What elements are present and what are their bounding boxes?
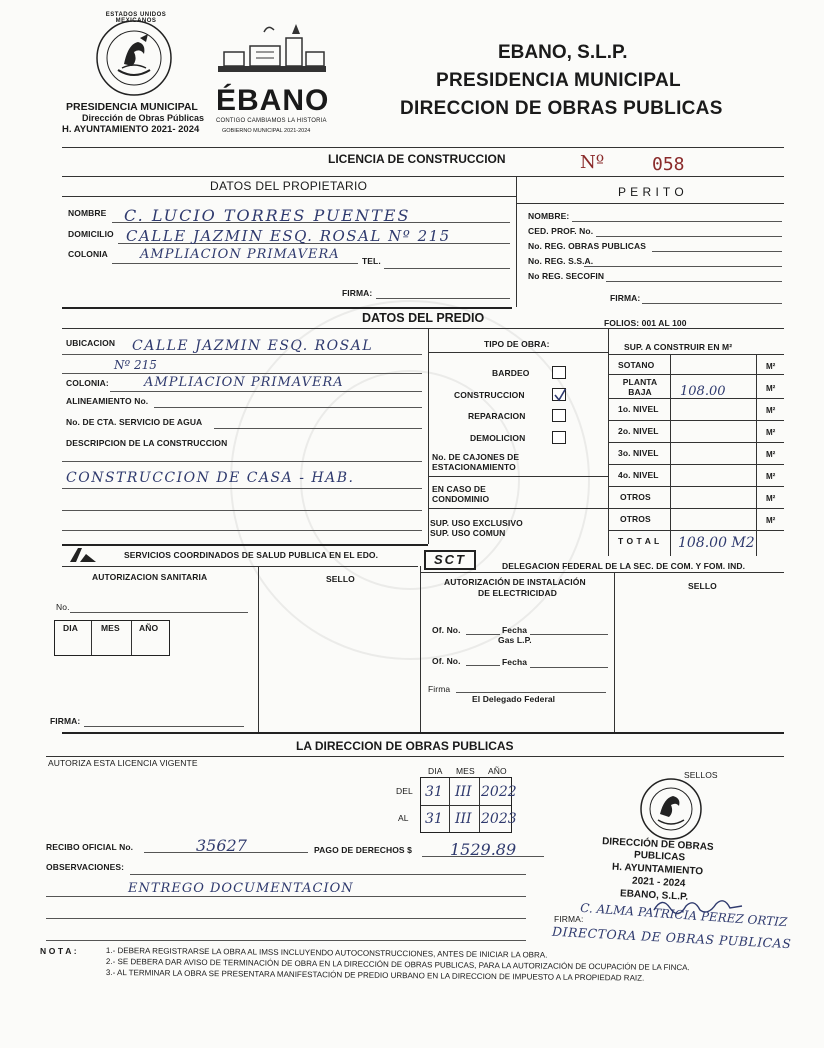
- tipo-demolicion-checkbox[interactable]: [552, 431, 566, 444]
- tipo-demolicion-label: DEMOLICION: [470, 433, 526, 443]
- divider: [608, 420, 784, 421]
- divider: [131, 621, 132, 655]
- owner-colonia-line: [112, 263, 358, 264]
- delegacion-gas-label: Gas L.P.: [498, 635, 532, 645]
- divider: [420, 572, 784, 573]
- vigencia-al-label: AL: [398, 813, 409, 823]
- sup-comun-label: SUP. USO COMUN: [430, 528, 506, 538]
- vigencia-del-label: DEL: [396, 786, 413, 796]
- predio-alineamiento-line: [154, 407, 422, 408]
- direccion-autoriza-label: AUTORIZA ESTA LICENCIA VIGENTE: [48, 758, 198, 768]
- owner-signature-label: FIRMA:: [342, 288, 373, 298]
- direccion-signature-label: FIRMA:: [554, 914, 584, 924]
- predio-agua-label: No. DE CTA. SERVICIO DE AGUA: [66, 417, 203, 427]
- derechos-value: 1529.89: [450, 840, 517, 859]
- divider: [608, 442, 784, 443]
- delegacion-of-no-line: [466, 634, 500, 635]
- predio-colonia-line: [110, 391, 422, 392]
- salud-signature-label: FIRMA:: [50, 716, 81, 726]
- owner-colonia-label: COLONIA: [68, 249, 108, 259]
- perito-reg-ssa-label: No. REG. S.S.A.: [528, 256, 594, 266]
- header-direccion: DIRECCION DE OBRAS PUBLICAS: [400, 98, 723, 119]
- owner-address-value: CALLE JAZMIN ESQ. ROSAL Nº 215: [126, 227, 451, 245]
- sup-exclusivo-label: SUP. USO EXCLUSIVO: [430, 518, 523, 528]
- logo-gov: GOBIERNO MUNICIPAL 2021-2024: [222, 128, 311, 134]
- predio-descripcion-line3: [62, 510, 422, 511]
- header-left-title: PRESIDENCIA MUNICIPAL: [66, 101, 198, 113]
- observaciones-line: [130, 874, 526, 875]
- sup-row-unit: M²: [766, 450, 776, 459]
- delegacion-sello-label: SELLO: [688, 581, 717, 591]
- predio-descripcion-label: DESCRIPCION DE LA CONSTRUCCION: [66, 438, 228, 448]
- predio-ubicacion-value: CALLE JAZMIN ESQ. ROSAL: [132, 338, 374, 354]
- divider: [608, 398, 784, 399]
- predio-ubicacion-label: UBICACION: [66, 338, 116, 348]
- nota-item: 3.- AL TERMINAR LA OBRA SE PRESENTARA MANIFESTACIÓN DE PREDIO URBANO EN LA DIRECCION DE IMPUESTO A LA PROPIEDAD RAIZ.: [105, 968, 645, 983]
- observaciones-value: ENTREGO DOCUMENTACION: [128, 881, 354, 896]
- perito-section-title: P E R I T O: [618, 185, 685, 199]
- perito-reg-obras-label: No. REG. OBRAS PUBLICAS: [528, 241, 647, 251]
- tipo-bardeo-label: BARDEO: [492, 368, 530, 378]
- tipo-reparacion-checkbox[interactable]: [552, 409, 566, 422]
- sct-logo-text: SCT: [434, 552, 466, 567]
- delegacion-of-no-label: Of. No.: [432, 625, 461, 635]
- sup-title: SUP. A CONSTRUIR EN M²: [624, 342, 733, 352]
- vigencia-mes-label: MES: [456, 766, 475, 776]
- divider: [608, 486, 784, 487]
- salud-autorizacion-label: AUTORIZACION SANITARIA: [92, 572, 208, 582]
- owner-colonia-value: AMPLIACION PRIMAVERA: [140, 247, 340, 262]
- divider: [428, 328, 429, 544]
- sup-row-label: 1o. NIVEL: [618, 404, 659, 414]
- direccion-title: LA DIRECCION DE OBRAS PUBLICAS: [296, 739, 514, 753]
- predio-ubicacion-value2: Nº 215: [114, 358, 157, 372]
- observaciones-label: OBSERVACIONES:: [46, 862, 125, 872]
- perito-signature-label: FIRMA:: [610, 293, 641, 303]
- owner-signature-line: [376, 298, 510, 299]
- divider: [756, 354, 757, 556]
- delegacion-autorizacion-label2: DE ELECTRICIDAD: [478, 588, 557, 598]
- divider: [258, 566, 259, 732]
- delegacion-firma-label: Firma: [428, 684, 451, 694]
- tipo-construccion-label: CONSTRUCCION: [454, 390, 525, 400]
- delegacion-fecha2-label: Fecha: [502, 657, 528, 667]
- vigencia-al-mes: III: [455, 811, 472, 827]
- owner-tel-line: [384, 268, 510, 269]
- sup-row-unit: M²: [766, 384, 776, 393]
- cajones-label2: ESTACIONAMIENTO: [432, 462, 516, 472]
- divider: [62, 544, 428, 546]
- divider: [62, 147, 784, 148]
- vigencia-del-anio: 2022: [481, 784, 517, 800]
- salud-title: SERVICIOS COORDINADOS DE SALUD PUBLICA EN EL EDO.: [124, 550, 379, 560]
- delegacion-autorizacion-label: AUTORIZACIÓN DE INSTALACIÓN: [444, 577, 586, 587]
- salud-mes-label: MES: [101, 623, 120, 633]
- vigencia-al-anio: 2023: [481, 811, 517, 827]
- vigencia-del-dia: 31: [425, 784, 443, 800]
- divider: [608, 374, 784, 375]
- divider: [608, 508, 784, 509]
- owner-section-title: DATOS DEL PROPIETARIO: [210, 179, 368, 193]
- delegacion-title: DELEGACION FEDERAL DE LA SEC. DE COM. Y FOM. IND.: [502, 561, 746, 571]
- tipo-reparacion-label: REPARACION: [468, 411, 526, 421]
- salud-dia-label: DIA: [63, 623, 78, 633]
- vigencia-al-dia: 31: [425, 811, 443, 827]
- recibo-label: RECIBO OFICIAL No.: [46, 842, 134, 852]
- sup-row-unit: M²: [766, 472, 776, 481]
- perito-signature-line: [642, 303, 782, 304]
- sup-row-label: PLANTA BAJA: [622, 377, 658, 397]
- salud-date-grid: [54, 620, 170, 656]
- seal-ring-text: ESTADOS UNIDOS MEXICANOS: [105, 12, 167, 24]
- stamp-line5: EBANO, S.L.P.: [619, 888, 689, 903]
- divider: [62, 196, 516, 197]
- perito-reg-secofin-line: [606, 281, 782, 282]
- license-number-label: Nº: [580, 152, 605, 173]
- salud-anio-label: AÑO: [139, 623, 159, 633]
- delegacion-fecha-label: Fecha: [502, 625, 528, 635]
- header-left-year: H. AYUNTAMIENTO 2021- 2024: [62, 124, 200, 135]
- divider: [516, 177, 517, 307]
- delegacion-of-no2-label: Of. No.: [432, 656, 461, 666]
- predio-alineamiento-label: ALINEAMIENTO No.: [66, 396, 149, 406]
- sup-row-unit: M²: [766, 516, 776, 525]
- divider: [428, 352, 608, 353]
- license-number: 058: [652, 154, 685, 175]
- sup-row-label: 2o. NIVEL: [618, 426, 659, 436]
- salud-logo-icon: [68, 546, 98, 564]
- tipo-bardeo-checkbox[interactable]: [552, 366, 566, 379]
- predio-colonia-label: COLONIA:: [66, 378, 109, 388]
- perito-reg-secofin-label: No REG. SECOFIN: [528, 271, 605, 281]
- logo-slogan: CONTIGO CAMBIAMOS LA HISTORIA: [216, 118, 327, 124]
- sup-planta-baja-value: 108.00: [680, 384, 726, 399]
- divider: [46, 756, 784, 757]
- nota-item: 1.- DEBERA REGISTRARSE LA OBRA AL IMSS INCLUYENDO AUTOCONSTRUCCIONES, ANTES DE INICIAR LA OBRA.: [105, 946, 548, 960]
- divider: [91, 621, 92, 655]
- delegacion-fecha-line: [530, 634, 608, 635]
- perito-reg-obras-line: [652, 251, 782, 252]
- sct-logo-icon: [424, 550, 476, 570]
- sup-total-label: T O T A L: [618, 536, 660, 546]
- header-presidencia: PRESIDENCIA MUNICIPAL: [436, 70, 681, 91]
- mexico-seal-icon: [94, 18, 174, 98]
- divider: [516, 203, 784, 204]
- sup-row-label: SOTANO: [618, 360, 655, 370]
- divider: [62, 176, 784, 177]
- stamp-line3: H. AYUNTAMIENTO: [611, 861, 704, 878]
- sup-row-unit: M²: [766, 362, 776, 371]
- sup-row-label: 4o. NIVEL: [618, 470, 659, 480]
- derechos-label: PAGO DE DERECHOS $: [314, 845, 412, 855]
- owner-address-label: DOMICILIO: [68, 229, 114, 239]
- divider: [670, 354, 671, 556]
- predio-section-title: DATOS DEL PREDIO: [362, 311, 485, 325]
- divider: [428, 508, 608, 509]
- divider: [62, 328, 784, 329]
- divider: [608, 464, 784, 465]
- sup-row-unit: M²: [766, 494, 776, 503]
- observaciones-line4: [46, 940, 526, 941]
- salud-no-line: [70, 612, 248, 613]
- observaciones-line2: [46, 896, 526, 897]
- salud-no-label: No.: [56, 602, 70, 612]
- stamp-line1: DIRECCIÓN DE OBRAS: [601, 836, 714, 853]
- notas-label: N O T A :: [40, 946, 77, 956]
- direccion-signature-title: DIRECTORA DE OBRAS PUBLICAS: [551, 923, 792, 952]
- tipo-construccion-checkbox[interactable]: [552, 388, 566, 401]
- condominio-label2: CONDOMINIO: [432, 494, 490, 504]
- divider: [608, 530, 784, 531]
- divider: [62, 732, 784, 734]
- divider: [62, 307, 512, 309]
- predio-descripcion-line4: [62, 530, 422, 531]
- divider: [62, 566, 418, 567]
- vigencia-del-mes: III: [455, 784, 472, 800]
- condominio-label: EN CASO DE: [432, 484, 486, 494]
- predio-ubicacion-line2: [62, 373, 422, 374]
- perito-ced-line: [596, 236, 782, 237]
- direccion-sellos-label: SELLOS: [684, 770, 718, 780]
- delegacion-of-no2-line: [466, 665, 500, 666]
- divider: [614, 572, 615, 732]
- owner-tel-label: TEL.: [362, 256, 381, 266]
- perito-name-line: [572, 221, 782, 222]
- salud-sello-label: SELLO: [326, 574, 355, 584]
- predio-descripcion-line2: [62, 488, 422, 489]
- sup-row-label: 3o. NIVEL: [618, 448, 659, 458]
- observaciones-line3: [46, 918, 526, 919]
- owner-name-label: NOMBRE: [68, 208, 107, 218]
- vigencia-dia-label: DIA: [428, 766, 443, 776]
- divider: [608, 354, 784, 355]
- ebano-municipal-logo-icon: [216, 22, 328, 90]
- delegacion-fecha2-line: [530, 667, 608, 668]
- predio-descripcion-line: [62, 461, 422, 462]
- header-city: EBANO, S.L.P.: [498, 42, 628, 63]
- recibo-value: 35627: [196, 836, 247, 855]
- owner-name-value: C. LUCIO TORRES PUENTES: [124, 206, 411, 225]
- predio-agua-line: [214, 428, 422, 429]
- stamp-line2: PUBLICAS: [633, 849, 686, 864]
- check-icon: [553, 389, 567, 402]
- stamp-line4: 2021 - 2024: [631, 875, 686, 890]
- divider: [428, 476, 608, 477]
- sup-row-label: OTROS: [620, 514, 651, 524]
- sup-row-unit: M²: [766, 428, 776, 437]
- vigencia-anio-label: AÑO: [488, 766, 507, 776]
- handwritten-signature-icon: [650, 894, 746, 918]
- perito-ced-label: CED. PROF. No.: [528, 226, 594, 236]
- logo-name: ÉBANO: [216, 84, 330, 117]
- cajones-label: No. DE CAJONES DE: [432, 452, 520, 462]
- perito-reg-ssa-line: [584, 266, 782, 267]
- license-title: LICENCIA DE CONSTRUCCION: [328, 152, 506, 166]
- header-left-sub: Dirección de Obras Públicas: [82, 113, 205, 123]
- vigencia-grid: [420, 777, 517, 833]
- tipo-obra-label: TIPO DE OBRA:: [484, 339, 550, 349]
- nota-item: 2.- SE DEBERA DAR AVISO DE TERMINACIÓN DE OBRA EN LA DIRECCIÓN DE OBRAS PUBLICAS, PARA LA AUTORIZACIÓN DE OCUPACIÓN DE LA FINCA.: [105, 957, 690, 973]
- delegacion-firma-line: [456, 692, 606, 693]
- perito-name-label: NOMBRE:: [528, 211, 570, 221]
- sup-row-unit: M²: [766, 406, 776, 415]
- divider: [420, 566, 421, 732]
- predio-colonia-value: AMPLIACION PRIMAVERA: [144, 375, 344, 390]
- predio-ubicacion-line: [62, 354, 422, 355]
- delegacion-delegado-label: El Delegado Federal: [472, 694, 556, 704]
- predio-folios: FOLIOS: 001 AL 100: [604, 318, 687, 328]
- sup-row-label: OTROS: [620, 492, 651, 502]
- sup-total-value: 108.00 M2: [678, 535, 755, 551]
- municipal-stamp-seal-icon: [636, 776, 706, 842]
- divider: [421, 805, 511, 806]
- salud-signature-line: [84, 726, 244, 727]
- direccion-signature-value: C. ALMA PATRICIA PEREZ ORTIZ: [579, 900, 788, 930]
- predio-descripcion-value: CONSTRUCCION DE CASA - HAB.: [66, 470, 355, 486]
